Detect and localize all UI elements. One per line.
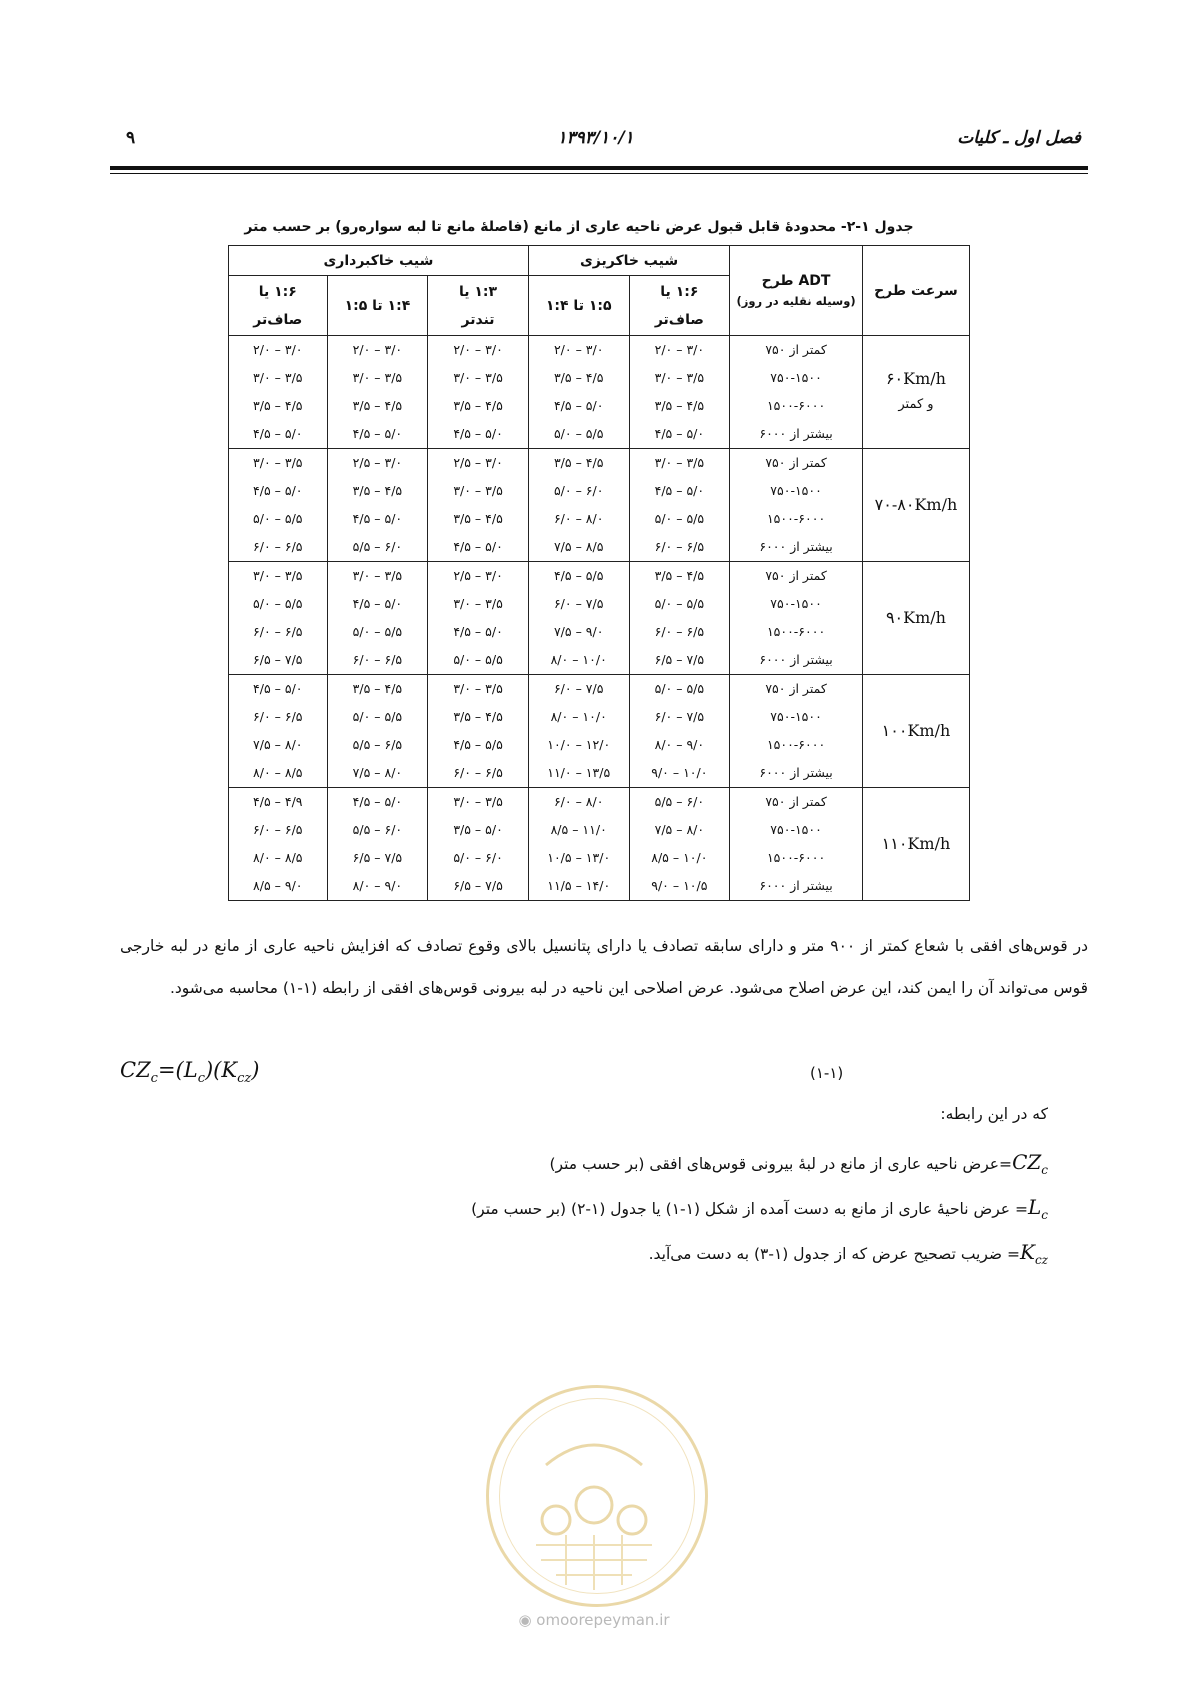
cut3-cell: ۴/۵ – ۴/۹ ۶/۰ – ۶/۵ ۸/۰ – ۸/۵ ۸/۵ – ۹/۰ xyxy=(229,788,328,901)
col-adt-title: ADT طرح xyxy=(761,272,831,289)
cut2-cell: ۳/۵ – ۴/۵ ۵/۰ – ۵/۵ ۵/۵ – ۶/۵ ۷/۵ – ۸/۰ xyxy=(327,675,428,788)
cut3-cell: ۴/۵ – ۵/۰ ۶/۰ – ۶/۵ ۷/۵ – ۸/۰ ۸/۰ – ۸/۵ xyxy=(229,675,328,788)
page-number: ۹ xyxy=(126,128,136,148)
cut1-cell: ۲/۵ – ۳/۰ ۳/۰ – ۳/۵ ۴/۵ – ۵/۰ ۵/۰ – ۵/۵ xyxy=(428,562,529,675)
speed-cell: ۱۰۰Km/h xyxy=(862,675,969,788)
cut1-cell: ۳/۰ – ۳/۵ ۳/۵ – ۴/۵ ۴/۵ – ۵/۵ ۶/۰ – ۶/۵ xyxy=(428,675,529,788)
chapter-title: فصل اول ـ کلیات xyxy=(957,128,1081,148)
cut3-cell: ۳/۰ – ۳/۵ ۴/۵ – ۵/۰ ۵/۰ – ۵/۵ ۶/۰ – ۶/۵ xyxy=(229,449,328,562)
equation-number: (۱-۱) xyxy=(810,1064,844,1082)
speed-cell: ۶۰Km/h و کمتر xyxy=(862,336,969,449)
header-rule-thin xyxy=(110,173,1088,174)
cut1-cell: ۲/۰ – ۳/۰ ۳/۰ – ۳/۵ ۳/۵ – ۴/۵ ۴/۵ – ۵/۰ xyxy=(428,336,529,449)
adt-cell: کمتر از ۷۵۰ ۷۵۰-۱۵۰۰ ۱۵۰۰-۶۰۰۰ بیشتر از ۶۰۰۰ xyxy=(730,788,863,901)
table-row xyxy=(229,675,970,788)
fill2-cell: ۶/۰ – ۸/۰ ۸/۵ – ۱۱/۰ ۱۰/۵ – ۱۳/۰ ۱۱/۵ – ۱۴/۰ xyxy=(528,788,629,901)
fill2-cell: ۴/۵ – ۵/۵ ۶/۰ – ۷/۵ ۷/۵ – ۹/۰ ۸/۰ – ۱۰/۰ xyxy=(528,562,629,675)
fill2-cell: ۲/۰ – ۳/۰ ۳/۵ – ۴/۵ ۴/۵ – ۵/۰ ۵/۰ – ۵/۵ xyxy=(528,336,629,449)
adt-cell: کمتر از ۷۵۰ ۷۵۰-۱۵۰۰ ۱۵۰۰-۶۰۰۰ بیشتر از ۶۰۰۰ xyxy=(730,562,863,675)
group-cut-slope: شیب خاکبرداری xyxy=(229,246,529,276)
body-paragraph: در قوس‌های افقی با شعاع کمتر از ۹۰۰ متر و دارای سابقه تصادف یا دارای پتانسیل بالای وقوع تصادف که افزایش ناحیه عاری از مانع در لبه خارجی قوس می‌تواند آن را ایمن کند، این عرض اصلاح می‌شود. عرض اصلاحی این ناحیه در لبه بیرونی قوس‌های افقی از رابطه (۱-۱) محاسبه می‌شود. xyxy=(120,937,1088,997)
watermark-url: ◉ omoorepeyman.ir xyxy=(518,1611,670,1629)
adt-cell: کمتر از ۷۵۰ ۷۵۰-۱۵۰۰ ۱۵۰۰-۶۰۰۰ بیشتر از ۶۰۰۰ xyxy=(730,449,863,562)
fill2-cell: ۳/۵ – ۴/۵ ۵/۰ – ۶/۰ ۶/۰ – ۸/۰ ۷/۵ – ۸/۵ xyxy=(528,449,629,562)
cut3-cell: ۳/۰ – ۳/۵ ۵/۰ – ۵/۵ ۶/۰ – ۶/۵ ۶/۵ – ۷/۵ xyxy=(229,562,328,675)
col-adt-sub: (وسیله نقلیه در روز) xyxy=(736,293,856,308)
watermark-logo xyxy=(486,1385,708,1607)
speed-cell: ۷۰-۸۰Km/h xyxy=(862,449,969,562)
definition-czc: $CZ_c=عرض$ ناحیه عاری از مانع در لبهٔ بیرونی قوس‌های افقی (بر حسب متر) xyxy=(549,1150,1048,1177)
cut1-cell: ۲/۵ – ۳/۰ ۳/۰ – ۳/۵ ۳/۵ – ۴/۵ ۴/۵ – ۵/۰ xyxy=(428,449,529,562)
col-fill-2: ۱:۵ تا ۱:۴ xyxy=(528,276,629,336)
adt-cell: کمتر از ۷۵۰ ۷۵۰-۱۵۰۰ ۱۵۰۰-۶۰۰۰ بیشتر از ۶۰۰۰ xyxy=(730,336,863,449)
fill1-cell: ۲/۰ – ۳/۰ ۳/۰ – ۳/۵ ۳/۵ – ۴/۵ ۴/۵ – ۵/۰ xyxy=(629,336,730,449)
fill1-cell: ۵/۵ – ۶/۰ ۷/۵ – ۸/۰ ۸/۵ – ۱۰/۰ ۹/۰ – ۱۰/۵ xyxy=(629,788,730,901)
where-label: که در این رابطه: xyxy=(940,1105,1048,1123)
col-cut-1: ۱:۳ یا تندتر xyxy=(428,276,529,336)
col-speed: سرعت طرح xyxy=(862,246,969,336)
col-fill-1: ۱:۶ یا صاف‌تر xyxy=(629,276,730,336)
cut1-cell: ۳/۰ – ۳/۵ ۳/۵ – ۵/۰ ۵/۰ – ۶/۰ ۶/۵ – ۷/۵ xyxy=(428,788,529,901)
fill1-cell: ۳/۵ – ۴/۵ ۵/۰ – ۵/۵ ۶/۰ – ۶/۵ ۶/۵ – ۷/۵ xyxy=(629,562,730,675)
page-header xyxy=(110,128,1081,162)
speed-cell: ۹۰Km/h xyxy=(862,562,969,675)
cut3-cell: ۲/۰ – ۳/۰ ۳/۰ – ۳/۵ ۳/۵ – ۴/۵ ۴/۵ – ۵/۰ xyxy=(229,336,328,449)
fill2-cell: ۶/۰ – ۷/۵ ۸/۰ – ۱۰/۰ ۱۰/۰ – ۱۲/۰ ۱۱/۰ – ۱۳/۵ xyxy=(528,675,629,788)
header-date: ۱۳۹۳/۱۰/۱ xyxy=(557,128,634,148)
adt-cell: کمتر از ۷۵۰ ۷۵۰-۱۵۰۰ ۱۵۰۰-۶۰۰۰ بیشتر از ۶۰۰۰ xyxy=(730,675,863,788)
fill1-cell: ۳/۰ – ۳/۵ ۴/۵ – ۵/۰ ۵/۰ – ۵/۵ ۶/۰ – ۶/۵ xyxy=(629,449,730,562)
seal-icon xyxy=(486,1385,702,1601)
clear-zone-table xyxy=(228,245,970,901)
fill1-cell: ۵/۰ – ۵/۵ ۶/۰ – ۷/۵ ۸/۰ – ۹/۰ ۹/۰ – ۱۰/۰ xyxy=(629,675,730,788)
table-row xyxy=(229,336,970,449)
table-row xyxy=(229,562,970,675)
definition-lc: $L_c=$ عرض ناحیهٔ عاری از مانع به دست آمده از شکل (۱-۱) یا جدول (۱-۲) (بر حسب متر) xyxy=(471,1195,1048,1222)
col-adt xyxy=(730,246,863,336)
header-rule-thick xyxy=(110,166,1088,170)
cut2-cell: ۴/۵ – ۵/۰ ۵/۵ – ۶/۰ ۶/۵ – ۷/۵ ۸/۰ – ۹/۰ xyxy=(327,788,428,901)
table-row xyxy=(229,788,970,901)
table-caption: جدول ۱-۲- محدودهٔ قابل قبول عرض ناحیه عاری از مانع (فاصلهٔ مانع تا لبه سواره‌رو) بر حسب متر xyxy=(244,219,914,235)
speed-cell: ۱۱۰Km/h xyxy=(862,788,969,901)
formula: $CZ_c=(L_c)(K_{cz})$ xyxy=(120,1058,260,1087)
group-fill-slope: شیب خاکریزی xyxy=(528,246,729,276)
cut2-cell: ۲/۰ – ۳/۰ ۳/۰ – ۳/۵ ۳/۵ – ۴/۵ ۴/۵ – ۵/۰ xyxy=(327,336,428,449)
table-row xyxy=(229,449,970,562)
col-cut-2: ۱:۴ تا ۱:۵ xyxy=(327,276,428,336)
col-cut-3: ۱:۶ یا صاف‌تر xyxy=(229,276,328,336)
cut2-cell: ۲/۵ – ۳/۰ ۳/۵ – ۴/۵ ۴/۵ – ۵/۰ ۵/۵ – ۶/۰ xyxy=(327,449,428,562)
cut2-cell: ۳/۰ – ۳/۵ ۴/۵ – ۵/۰ ۵/۰ – ۵/۵ ۶/۰ – ۶/۵ xyxy=(327,562,428,675)
definition-kcz: $K_{cz}=$ ضریب تصحیح عرض که از جدول (۱-۳) به دست می‌آید. xyxy=(648,1240,1048,1267)
